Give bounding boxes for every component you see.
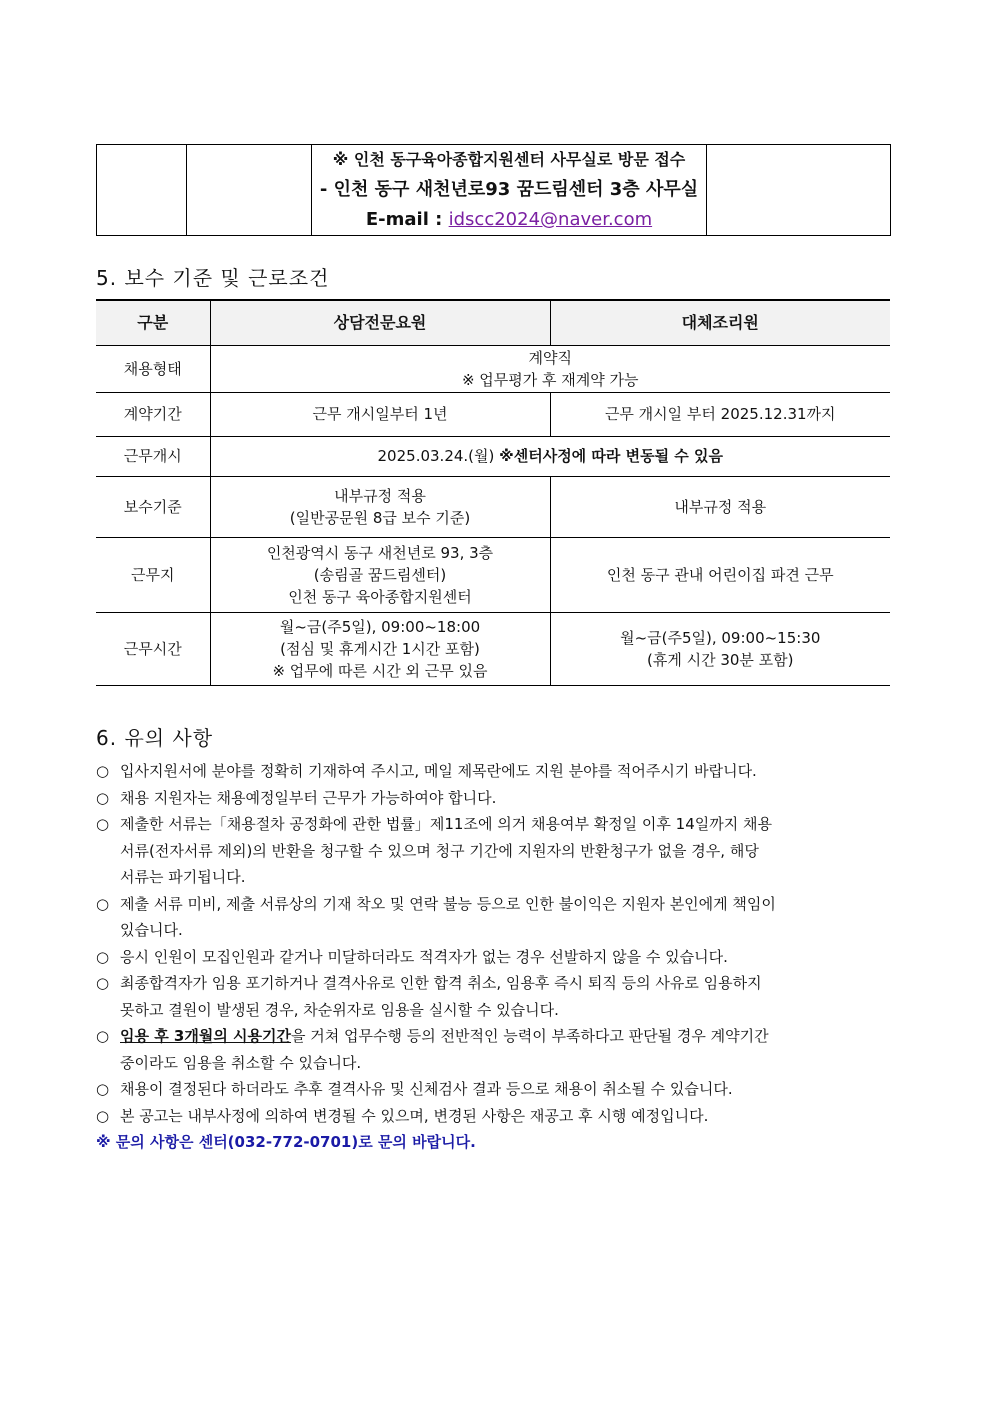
note-text: 중이라도 임용을 취소할 수 있습니다.	[120, 1053, 362, 1072]
start-date-note: ※센터사정에 따라 변동될 수 있음	[499, 447, 723, 465]
section6-heading: 6. 유의 사항	[96, 726, 214, 750]
list-item	[96, 1076, 896, 1103]
bullet: ○	[96, 1106, 110, 1125]
note-text: 응시 인원이 모집인원과 같거나 미달하더라도 적격자가 없는 경우 선발하지 않을 수 있습니다.	[120, 947, 728, 966]
list-item	[96, 944, 896, 971]
empty-cell	[97, 145, 187, 236]
hours-cook	[550, 612, 890, 685]
workplace-counselor	[210, 537, 550, 612]
pay-rule: 내부규정 적용	[334, 486, 426, 505]
empty-cell	[187, 145, 312, 236]
start-date: 2025.03.24.(월)	[377, 447, 500, 465]
application-method-cell	[312, 145, 707, 236]
header-cook: 대체조리원	[550, 300, 890, 345]
header-category: 구분	[96, 300, 210, 345]
note-text: 입사지원서에 분야를 정확히 기재하여 주시고, 메일 제목란에도 지원 분야를 적어주시기 바랍니다.	[120, 762, 757, 780]
hours-schedule: 월~금(주5일), 09:00~18:00	[279, 617, 481, 636]
header-counselor: 상담전문요원	[210, 300, 550, 345]
table-row	[96, 436, 890, 476]
pay-rule-detail: (일반공문원 8급 보수 기준)	[289, 508, 471, 527]
note-text: 서류(전자서류 제외)의 반환을 청구할 수 있으며 청구 기간에 지원자의 반환청구가 없을 경우, 해당	[120, 841, 759, 860]
pay-cook: 내부규정 적용	[550, 476, 890, 537]
note-text-rest: 을 거쳐 업무수행 등의 전반적인 능력이 부족하다고 판단될 경우 계약기간	[291, 1027, 769, 1045]
start-date-cell	[210, 436, 890, 476]
bullet: ○	[96, 815, 110, 833]
note-text: 제출 서류 미비, 제출 서류상의 기재 착오 및 연락 불능 등으로 인한 불이익은 지원자 본인에게 책임이	[120, 894, 776, 913]
note-text: 채용 지원자는 채용예정일부터 근무가 가능하여야 합니다.	[120, 788, 497, 807]
empty-cell	[707, 145, 891, 236]
notes-list	[96, 758, 896, 1155]
workplace-address: 인천광역시 동구 새천년로 93, 3층	[266, 543, 494, 562]
hours-schedule-cook: 월~금(주5일), 09:00~15:30	[620, 628, 821, 647]
email-label: E-mail :	[365, 209, 449, 230]
workplace-cook: 인천 동구 관내 어린이집 파견 근무	[550, 537, 890, 612]
list-item	[96, 970, 896, 1023]
email-line	[312, 205, 706, 235]
section5-heading: 5. 보수 기준 및 근로조건	[96, 266, 330, 290]
bullet: ○	[96, 947, 110, 966]
employment-type-note: ※ 업무평가 후 재계약 가능	[461, 370, 639, 389]
office-address: - 인천 동구 새천년로93 꿈드림센터 3층 사무실	[319, 179, 699, 200]
row-label: 근무지	[96, 537, 210, 612]
table-row	[96, 392, 890, 436]
note-text: 서류는 파기됩니다.	[120, 868, 246, 886]
hours-break-cook: (휴게 시간 30분 포함)	[646, 650, 794, 669]
hours-overtime: ※ 업무에 따른 시간 외 근무 있음	[272, 661, 488, 680]
note-text	[120, 1023, 896, 1050]
contract-period-counselor: 근무 개시일부터 1년	[210, 392, 550, 436]
table-row	[96, 537, 890, 612]
bullet: ○	[96, 762, 110, 780]
hours-break: (점심 및 휴게시간 1시간 포함)	[280, 639, 480, 658]
pay-conditions-table	[96, 299, 890, 686]
row-label: 계약기간	[96, 392, 210, 436]
list-item	[96, 1023, 896, 1076]
note-text: 본 공고는 내부사정에 의하여 변경될 수 있으며, 변경된 사항은 재공고 후 시행 예정입니다.	[120, 1106, 709, 1125]
table-row	[96, 612, 890, 685]
row-label: 보수기준	[96, 476, 210, 537]
list-item	[96, 785, 896, 812]
list-item	[96, 758, 896, 785]
visit-notice: ※ 인천 동구육아종합지원센터 사무실로 방문 접수	[332, 150, 686, 169]
list-item	[96, 891, 896, 944]
table-row	[96, 345, 890, 392]
pay-counselor	[210, 476, 550, 537]
employment-type-cell	[210, 345, 890, 392]
note-text: 제출한 서류는「채용절차 공정화에 관한 법률」제11조에 의거 채용여부 확정일 이후 14일까지 채용	[120, 815, 772, 833]
table-row	[96, 476, 890, 537]
note-text: 채용이 결정된다 하더라도 추후 결격사유 및 신체검사 결과 등으로 채용이 취소될 수 있습니다.	[120, 1080, 733, 1098]
application-box-table	[96, 144, 891, 236]
workplace-building: (송림골 꿈드림센터)	[313, 565, 447, 584]
email-link[interactable]: idscc2024@naver.com	[448, 209, 653, 230]
note-text: 못하고 결원이 발생된 경우, 차순위자로 임용을 실시할 수 있습니다.	[120, 1000, 559, 1019]
employment-type: 계약직	[528, 348, 572, 367]
list-item	[96, 1103, 896, 1130]
workplace-center: 인천 동구 육아종합지원센터	[288, 587, 472, 606]
hours-counselor	[210, 612, 550, 685]
row-label: 근무시간	[96, 612, 210, 685]
row-label: 채용형태	[96, 345, 210, 392]
bullet: ○	[96, 1027, 110, 1045]
bullet: ○	[96, 974, 110, 992]
row-label: 근무개시	[96, 436, 210, 476]
note-text: 최종합격자가 임용 포기하거나 결격사유로 인한 합격 취소, 임용후 즉시 퇴직 등의 사유로 임용하지	[120, 974, 762, 992]
probation-emphasis: 임용 후 3개월의 시용기간	[120, 1027, 292, 1045]
bullet: ○	[96, 894, 110, 913]
contract-period-cook: 근무 개시일 부터 2025.12.31까지	[550, 392, 890, 436]
note-text: 있습니다.	[120, 921, 183, 939]
bullet: ○	[96, 788, 110, 807]
contact-notice: ※ 문의 사항은 센터(032-772-0701)로 문의 바랍니다.	[96, 1133, 476, 1151]
list-item	[96, 811, 896, 891]
bullet: ○	[96, 1080, 110, 1098]
